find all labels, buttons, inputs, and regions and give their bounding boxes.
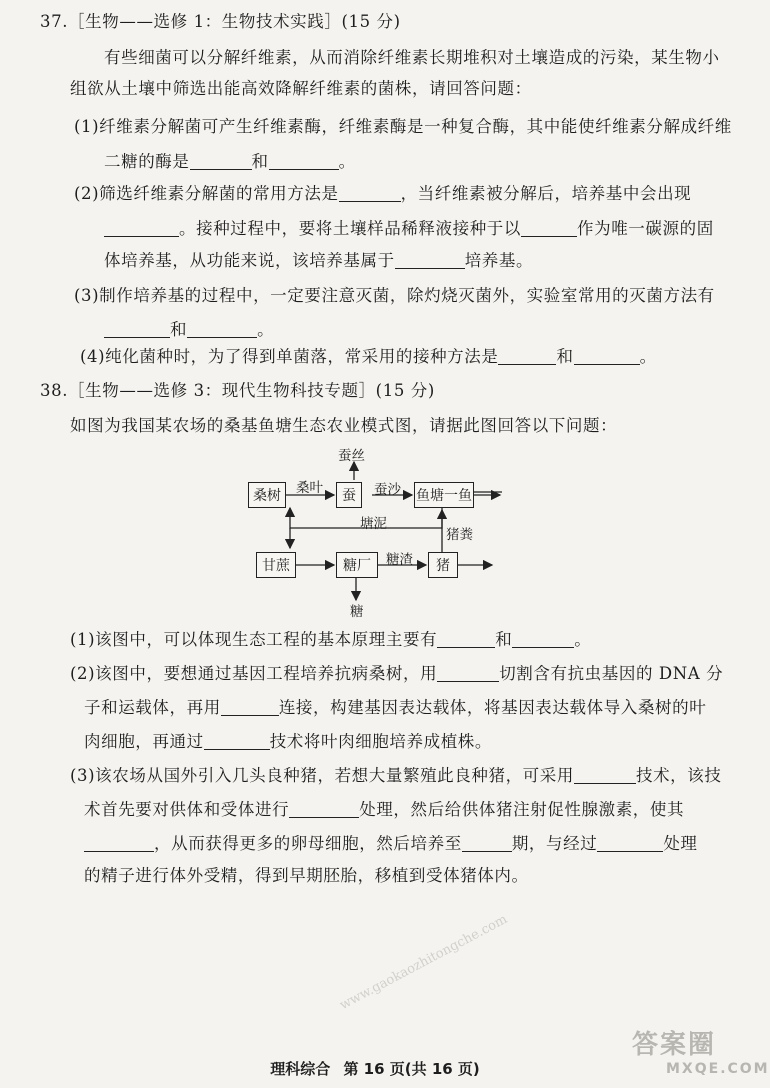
q38-part3-line2: 术首先要对供体和受体进行 处理，然后给供体猪注射促性腺激素，使其 <box>84 800 685 819</box>
answer-blank[interactable] <box>339 200 401 202</box>
answer-blank[interactable] <box>104 336 170 338</box>
answer-blank[interactable] <box>84 850 154 852</box>
node-pig: 猪 <box>428 552 458 578</box>
answer-blank[interactable] <box>462 850 512 852</box>
q37-part1-line2: 二糖的酶是 和 。 <box>104 152 356 171</box>
footer-subject: 理科综合 <box>270 1060 331 1078</box>
q38-part2-line2: 子和运载体，再用 连接，构建基因表达载体，将基因表达载体导入桑树的叶 <box>84 698 707 717</box>
watermark-url: www.gaokaozhitongche.com <box>337 911 510 1014</box>
node-mulberry: 桑树 <box>248 482 286 508</box>
node-fishpond: 鱼塘一鱼 <box>414 482 474 508</box>
node-sugarcane: 甘蔗 <box>256 552 296 578</box>
q37-part2-line3: 体培养基，从功能来说，该培养基属于 培养基。 <box>104 251 534 270</box>
label-pig-manure: 猪粪 <box>446 527 473 543</box>
q37-part2-line1: (2)筛选纤维素分解菌的常用方法是 ，当纤维素被分解后，培养基中会出现 <box>74 184 692 203</box>
answer-blank[interactable] <box>221 714 279 716</box>
q37-part3-line2: 和 。 <box>104 316 274 340</box>
q38-part3-line4: 的精子进行体外受精，得到早期胚胎，移植到受体猪体内。 <box>84 866 529 885</box>
label-mulberry-leaf: 桑叶 <box>296 480 323 496</box>
answer-blank[interactable] <box>269 168 339 170</box>
q38-part3-line3: ，从而获得更多的卵母细胞，然后培养至 期，与经过 处理 <box>84 830 698 854</box>
answer-blank[interactable] <box>437 646 495 648</box>
q38-part2-line1: (2)该图中，要想通过基因工程培养抗病桑树，用 切割含有抗虫基因的 DNA 分 <box>70 664 724 683</box>
q38-title: 38.［生物——选修 3：现代生物科技专题］(15 分) <box>40 381 435 400</box>
label-sugar: 糖 <box>350 604 364 620</box>
label-bagasse: 糖渣 <box>386 552 413 568</box>
answer-blank[interactable] <box>574 782 636 784</box>
answer-blank[interactable] <box>498 363 556 365</box>
q37-title: 37.［生物——选修 1：生物技术实践］(15 分) <box>40 12 401 31</box>
answer-blank[interactable] <box>521 235 577 237</box>
q37-part3-line1: (3)制作培养基的过程中，一定要注意灭菌，除灼烧灭菌外，实验室常用的灭菌方法有 <box>74 286 715 305</box>
q38-intro: 如图为我国某农场的桑基鱼塘生态农业模式图，请据此图回答以下问题： <box>70 416 618 435</box>
answer-blank[interactable] <box>204 748 270 750</box>
q37-intro-line2: 组欲从土壤中筛选出能高效降解纤维素的菌株，请回答问题： <box>70 79 532 98</box>
q37-part2-line2: 。接种过程中，要将土壤样品稀释液接种于以 作为唯一碳源的固 <box>104 215 714 239</box>
answer-blank[interactable] <box>289 816 359 818</box>
answer-blank[interactable] <box>104 235 179 237</box>
node-sugar-mill: 糖厂 <box>336 552 378 578</box>
site-logo <box>632 1024 770 1084</box>
answer-blank[interactable] <box>597 850 663 852</box>
answer-blank[interactable] <box>190 168 252 170</box>
label-pond-mud: 塘泥 <box>360 516 387 532</box>
q38-part2-line3: 肉细胞，再通过 技术将叶肉细胞培养成植株。 <box>84 732 493 751</box>
mulberry-fishpond-diagram <box>230 440 520 620</box>
answer-blank[interactable] <box>574 363 640 365</box>
q37-part4: (4)纯化菌种时，为了得到单菌落，常采用的接种方法是 和 。 <box>80 347 657 366</box>
label-silk: 蚕丝 <box>338 448 365 464</box>
footer-page-number: 第 16 页(共 16 页) <box>343 1060 480 1078</box>
q38-part1: (1)该图中，可以体现生态工程的基本原理主要有 和 。 <box>70 630 592 649</box>
q37-intro-line1: 有些细菌可以分解纤维素，从而消除纤维素长期堆积对土壤造成的污染，某生物小 <box>104 48 720 67</box>
answer-blank[interactable] <box>395 267 465 269</box>
node-silkworm: 蚕 <box>336 482 362 508</box>
label-silkworm-sand: 蚕沙 <box>374 482 401 498</box>
logo-text-sub: MXQE.COM <box>666 1061 770 1077</box>
answer-blank[interactable] <box>437 680 499 682</box>
logo-text-main: 答案圈 <box>632 1030 717 1060</box>
answer-blank[interactable] <box>512 646 574 648</box>
q38-part3-line1: (3)该农场从国外引入几头良种猪，若想大量繁殖此良种猪，可采用 技术，该技 <box>70 766 722 785</box>
q37-part1-line1: (1)纤维素分解菌可产生纤维素酶，纤维素酶是一种复合酶，其中能使纤维素分解成纤维 <box>74 117 732 136</box>
answer-blank[interactable] <box>187 336 257 338</box>
